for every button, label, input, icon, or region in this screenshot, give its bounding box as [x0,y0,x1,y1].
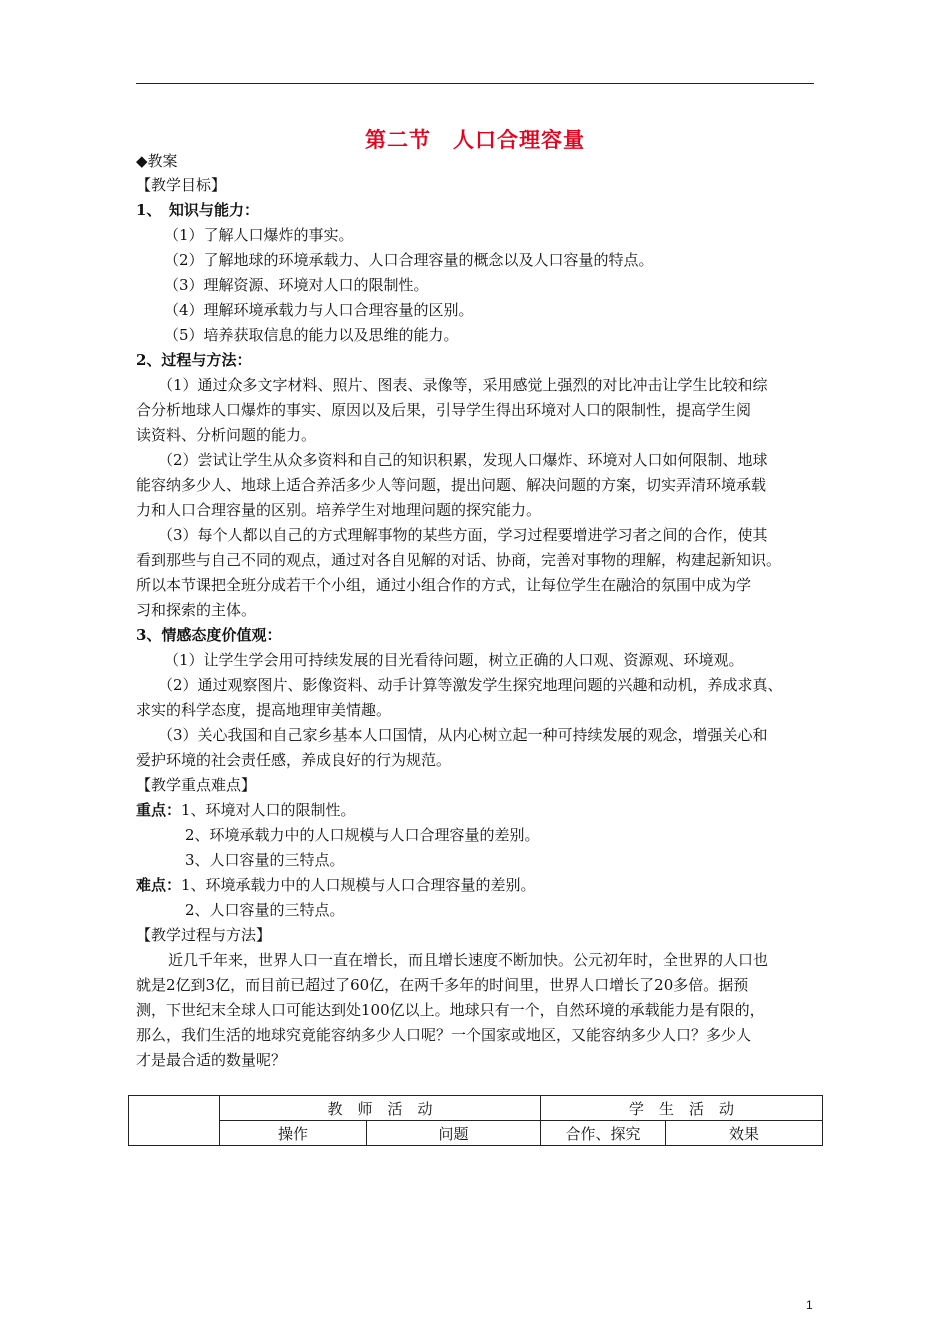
knowledge-item: （3）理解资源、环境对人口的限制性。 [164,276,429,294]
page-number: 1 [806,1298,813,1312]
teacher-activity-header: 教 师 活 动 [220,1096,541,1121]
lesson-label: ◆教案 [136,152,178,170]
table-corner-cell [129,1096,220,1146]
process-paragraph-line: 看到那些与自己不同的观点，通过对各自见解的对话、协商，完善对事物的理解，构建起新知识。 [136,551,782,569]
process-paragraph-line: 所以本节课把全班分成若干个小组，通过小组合作的方式，让每位学生在融洽的氛围中成为学 [136,576,752,594]
column-operation: 操作 [220,1121,367,1146]
key-points-label: 重点： [136,801,182,819]
key-point-item: 2、环境承载力中的人口规模与人口合理容量的差别。 [185,826,540,844]
goals-header: 【教学目标】 [136,176,227,194]
process-paragraph-line: （3）每个人都以自己的方式理解事物的某些方面，学习过程要增进学习者之间的合作，使其 [158,526,768,544]
difficult-point-item: 2、人口容量的三特点。 [185,901,345,919]
process-paragraph-line: （1）通过众多文字材料、照片、图表、录像等，采用感觉上强烈的对比冲击让学生比较和综 [158,376,768,394]
key-point-item: 1、环境对人口的限制性。 [181,801,356,819]
attitude-paragraph-line: （2）通过观察图片、影像资料、动手计算等激发学生探究地理问题的兴趣和动机，养成求真、 [158,676,783,694]
knowledge-item: （4）理解环境承载力与人口合理容量的区别。 [164,301,474,319]
key-point-item: 3、人口容量的三特点。 [185,851,345,869]
knowledge-item: （2）了解地球的环境承载力、人口合理容量的概念以及人口容量的特点。 [164,251,654,269]
intro-line: 才是最合适的数量呢？ [136,1051,287,1069]
activity-table [128,1095,823,1146]
knowledge-item: （1）了解人口爆炸的事实。 [164,226,354,244]
process-paragraph-line: 力和人口合理容量的区别。培养学生对地理问题的探究能力。 [136,501,542,519]
knowledge-item: （5）培养获取信息的能力以及思维的能力。 [164,326,459,344]
attitude-paragraph-line: （3）关心我国和自己家乡基本人口国情，从内心树立起一种可持续发展的观念，增强关心和 [158,726,768,744]
process-paragraph-line: 合分析地球人口爆炸的事实、原因以及后果，引导学生得出环境对人口的限制性，提高学生阅 [136,401,752,419]
column-question: 问题 [367,1121,541,1146]
page-title: 第二节 人口合理容量 [365,128,585,152]
difficult-points-label: 难点： [136,876,182,894]
process-paragraph-line: 能容纳多少人、地球上适合养活多少人等问题，提出问题、解决问题的方案，切实弄清环境承载 [136,476,767,494]
difficult-point-item: 1、环境承载力中的人口规模与人口合理容量的差别。 [181,876,536,894]
process-paragraph-line: 习和探索的主体。 [136,601,257,619]
attitude-heading: 3、情感态度价值观： [136,626,282,644]
intro-line: 近几千年来，世界人口一直在增长，而且增长速度不断加快。公元初年时，全世界的人口也 [168,951,769,969]
column-cooperation: 合作、探究 [541,1121,666,1146]
student-activity-header: 学 生 活 动 [541,1096,823,1121]
intro-line: 就是2亿到3亿，而目前已超过了60亿，在两千多年的时间里，世界人口增长了20多倍。据预 [136,976,749,994]
difficult-points-row [136,874,536,896]
attitude-paragraph-line: 爱护环境的社会责任感，养成良好的行为规范。 [136,751,452,769]
knowledge-heading: 1、 知识与能力： [136,201,259,219]
intro-line: 那么，我们生活的地球究竟能容纳多少人口呢？一个国家或地区，又能容纳多少人口？多少人 [136,1026,752,1044]
key-header: 【教学重点难点】 [136,776,257,794]
column-effect: 效果 [666,1121,823,1146]
process-paragraph-line: （2）尝试让学生从众多资料和自己的知识积累，发现人口爆炸、环境对人口如何限制、地球 [158,451,768,469]
attitude-paragraph-line: （1）让学生学会用可持续发展的目光看待问题，树立正确的人口观、资源观、环境观。 [164,651,744,669]
key-points-row [136,799,356,821]
intro-line: 测，下世纪末全球人口可能达到处100亿以上。地球只有一个，自然环境的承载能力是有限的， [136,1001,765,1019]
method-header: 【教学过程与方法】 [136,926,272,944]
header-rule [136,83,814,84]
process-heading: 2、过程与方法： [136,351,252,369]
process-paragraph-line: 读资料、分析问题的能力。 [136,426,317,444]
attitude-paragraph-line: 求实的科学态度，提高地理审美情趣。 [136,701,392,719]
